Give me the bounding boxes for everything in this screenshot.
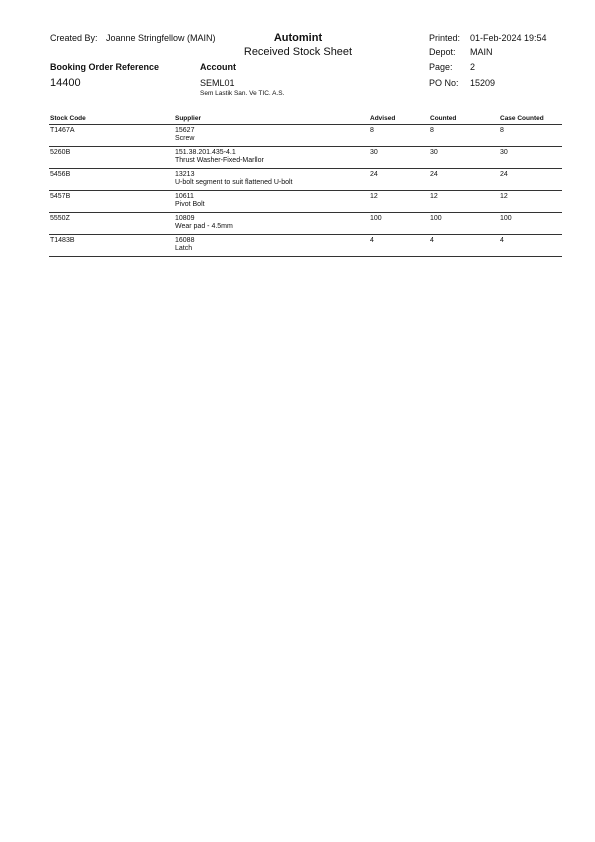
supplier-code: 10809 [175,215,195,222]
col-stock-code: Stock Code [50,115,86,122]
advised-qty: 30 [370,149,378,156]
row-divider [49,256,562,257]
created-by-label: Created By: [50,33,98,43]
row-divider [49,234,562,235]
header-rule [49,124,562,125]
item-description: Latch [175,245,193,252]
counted-qty: 100 [430,215,442,222]
depot-label: Depot: [429,47,456,57]
booking-ref-label: Booking Order Reference [50,62,160,72]
advised-qty: 24 [370,171,378,178]
item-description: Screw [175,135,195,142]
supplier-code: 10611 [175,193,194,200]
account-code: SEML01 [200,78,235,88]
col-supplier: Supplier [175,115,202,122]
row-divider [49,190,562,191]
case-counted-qty: 12 [500,193,508,200]
booking-ref-value: 14400 [50,77,81,89]
item-description: U-bolt segment to suit flattened U-bolt [175,179,293,186]
case-counted-qty: 4 [500,237,504,244]
account-label: Account [200,62,236,72]
stock-code: T1483B [50,237,75,244]
stock-code: 5457B [50,193,71,200]
po-label: PO No: [429,78,459,88]
case-counted-qty: 8 [500,127,504,134]
row-divider [49,146,562,147]
item-description: Pivot Bolt [175,201,205,208]
advised-qty: 4 [370,237,374,244]
supplier-code: 16088 [175,237,195,244]
counted-qty: 12 [430,193,438,200]
company-name: Automint [273,32,323,44]
po-number: 15209 [470,78,496,88]
counted-qty: 8 [430,127,434,134]
col-counted: Counted [430,115,457,122]
stock-code: 5550Z [50,215,70,222]
advised-qty: 100 [370,215,382,222]
printed-label: Printed: [429,33,461,43]
depot-value: MAIN [470,47,493,57]
advised-qty: 12 [370,193,378,200]
supplier-code: 13213 [175,171,195,178]
printed-value: 01-Feb-2024 19:54 [470,33,547,43]
created-by-value: Joanne Stringfellow (MAIN) [106,33,216,43]
counted-qty: 24 [430,171,438,178]
case-counted-qty: 100 [500,215,512,222]
col-case-counted: Case Counted [500,115,544,122]
counted-qty: 30 [430,149,438,156]
item-description: Wear pad - 4.5mm [175,223,233,230]
row-divider [49,212,562,213]
page-number: 2 [470,62,476,72]
sheet-title: Received Stock Sheet [243,46,353,58]
case-counted-qty: 30 [500,149,508,156]
row-divider [49,168,562,169]
item-description: Thrust Washer-Fixed-Marllor [175,157,264,164]
advised-qty: 8 [370,127,374,134]
account-name: Sem Lastik San. Ve TIC. A.S. [200,90,285,97]
counted-qty: 4 [430,237,434,244]
supplier-code: 151.38.201.435-4.1 [175,149,236,156]
supplier-code: 15627 [175,127,195,134]
case-counted-qty: 24 [500,171,508,178]
stock-code: 5260B [50,149,71,156]
page-label: Page: [429,62,453,72]
col-advised: Advised [370,115,396,122]
stock-code: 5456B [50,171,71,178]
stock-code: T1467A [50,127,75,134]
